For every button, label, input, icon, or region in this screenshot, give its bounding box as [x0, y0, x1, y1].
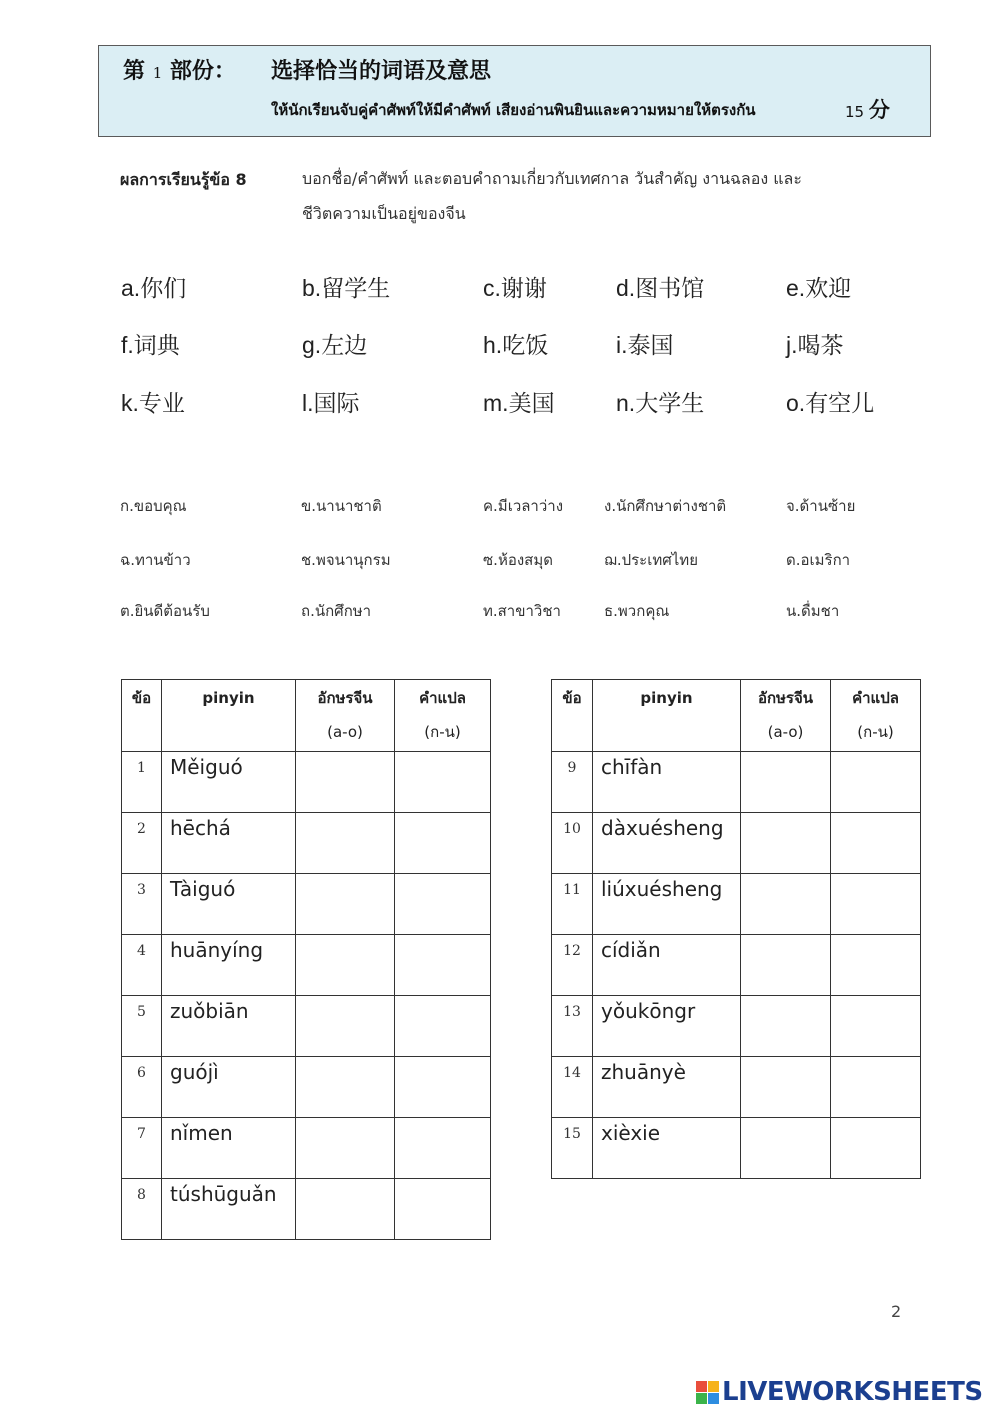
- row-number: 1: [122, 752, 162, 813]
- row-pinyin: nǐmen: [162, 1118, 296, 1179]
- table-row: [122, 874, 491, 935]
- row-number: 9: [552, 752, 593, 813]
- row-number: 7: [122, 1118, 162, 1179]
- part-label: 第 1 部份：: [123, 58, 236, 84]
- meaning-answer-cell[interactable]: [831, 1118, 921, 1179]
- thai-meaning-item: ธ.พวกคุณ: [604, 602, 670, 620]
- thai-meaning-item: จ.ด้านซ้าย: [786, 497, 856, 515]
- meaning-answer-cell[interactable]: [395, 752, 491, 813]
- header-chinese: อักษรจีน (a-o): [296, 680, 395, 752]
- chinese-answer-cell[interactable]: [296, 752, 395, 813]
- thai-meaning-item: ข.นานาชาติ: [301, 497, 382, 515]
- chinese-word-item: i.泰国: [616, 332, 674, 359]
- chinese-answer-cell[interactable]: [296, 874, 395, 935]
- chinese-answer-cell[interactable]: [741, 1118, 831, 1179]
- row-pinyin: Měiguó: [162, 752, 296, 813]
- chinese-answer-cell[interactable]: [741, 752, 831, 813]
- row-number: 4: [122, 935, 162, 996]
- header-no: ข้อ: [122, 680, 162, 752]
- table-header-row: [122, 680, 491, 752]
- meaning-answer-cell[interactable]: [395, 1179, 491, 1240]
- table-row: [122, 1118, 491, 1179]
- row-pinyin: xièxie: [593, 1118, 741, 1179]
- thai-meaning-item: น.ดื่มชา: [786, 602, 840, 620]
- table-row: [552, 996, 921, 1057]
- chinese-answer-cell[interactable]: [296, 1057, 395, 1118]
- page-number: 2: [891, 1302, 902, 1321]
- section-header: [98, 45, 931, 137]
- chinese-word-item: e.欢迎: [786, 275, 852, 302]
- thai-meaning-item: ง.นักศึกษาต่างชาติ: [604, 497, 727, 515]
- chinese-word-item: f.词典: [121, 332, 180, 359]
- row-pinyin: huānyíng: [162, 935, 296, 996]
- row-pinyin: Tàiguó: [162, 874, 296, 935]
- table-row: [122, 1179, 491, 1240]
- row-number: 6: [122, 1057, 162, 1118]
- meaning-answer-cell[interactable]: [395, 996, 491, 1057]
- row-number: 3: [122, 874, 162, 935]
- header-meaning: คำแปล (ก-น): [395, 680, 491, 752]
- learning-outcome-label: ผลการเรียนรู้ข้อ 8: [120, 170, 247, 189]
- row-pinyin: guójì: [162, 1057, 296, 1118]
- header-pinyin: pinyin: [162, 680, 296, 752]
- table-row: [552, 935, 921, 996]
- chinese-word-item: m.美国: [483, 390, 555, 417]
- chinese-answer-cell[interactable]: [741, 813, 831, 874]
- chinese-answer-cell[interactable]: [296, 1118, 395, 1179]
- meaning-answer-cell[interactable]: [395, 813, 491, 874]
- chinese-answer-cell[interactable]: [741, 996, 831, 1057]
- thai-meaning-item: ท.สาขาวิชา: [483, 602, 561, 620]
- chinese-answer-cell[interactable]: [296, 1179, 395, 1240]
- meaning-answer-cell[interactable]: [395, 935, 491, 996]
- row-pinyin: cídiǎn: [593, 935, 741, 996]
- row-pinyin: hēchá: [162, 813, 296, 874]
- row-pinyin: chīfàn: [593, 752, 741, 813]
- table-row: [122, 996, 491, 1057]
- meaning-answer-cell[interactable]: [831, 935, 921, 996]
- chinese-word-item: j.喝茶: [786, 332, 844, 359]
- row-number: 10: [552, 813, 593, 874]
- row-number: 2: [122, 813, 162, 874]
- chinese-word-item: c.谢谢: [483, 275, 547, 302]
- row-pinyin: zhuānyè: [593, 1057, 741, 1118]
- chinese-word-item: a.你们: [121, 275, 187, 302]
- thai-meaning-item: ฌ.ประเทศไทย: [604, 551, 698, 569]
- thai-meaning-item: ช.พจนานุกรม: [301, 551, 391, 569]
- thai-meaning-item: ฉ.ทานข้าว: [120, 551, 191, 569]
- chinese-word-item: l.国际: [302, 390, 360, 417]
- chinese-answer-cell[interactable]: [296, 996, 395, 1057]
- chinese-word-item: o.有空儿: [786, 390, 875, 417]
- row-pinyin: yǒukōngr: [593, 996, 741, 1057]
- table-row: [122, 1057, 491, 1118]
- meaning-answer-cell[interactable]: [395, 874, 491, 935]
- meaning-answer-cell[interactable]: [831, 874, 921, 935]
- chinese-answer-cell[interactable]: [741, 1057, 831, 1118]
- meaning-answer-cell[interactable]: [831, 752, 921, 813]
- chinese-word-item: g.左边: [302, 332, 368, 359]
- instruction-text: ให้นักเรียนจับคู่คำศัพท์ให้มีคำศัพท์ เสียงอ่านพินยินและความหมายให้ตรงกัน: [271, 101, 756, 119]
- row-pinyin: dàxuésheng: [593, 813, 741, 874]
- table-header-row: [552, 680, 921, 752]
- row-number: 5: [122, 996, 162, 1057]
- meaning-answer-cell[interactable]: [395, 1057, 491, 1118]
- thai-meaning-item: ก.ขอบคุณ: [120, 497, 187, 515]
- row-number: 15: [552, 1118, 593, 1179]
- chinese-word-item: b.留学生: [302, 275, 391, 302]
- header-pinyin: pinyin: [593, 680, 741, 752]
- header-chinese: อักษรจีน (a-o): [741, 680, 831, 752]
- table-row: [122, 752, 491, 813]
- row-number: 14: [552, 1057, 593, 1118]
- table-row: [552, 752, 921, 813]
- thai-meaning-item: ค.มีเวลาว่าง: [483, 497, 564, 515]
- answer-table-right: [551, 679, 921, 1179]
- meaning-answer-cell[interactable]: [395, 1118, 491, 1179]
- header-no: ข้อ: [552, 680, 593, 752]
- logo-blocks-icon: [696, 1381, 719, 1404]
- chinese-word-item: k.专业: [121, 390, 185, 417]
- chinese-word-item: d.图书馆: [616, 275, 705, 302]
- chinese-word-item: h.吃饭: [483, 332, 549, 359]
- learning-outcome-text: บอกชื่อ/คำศัพท์ และตอบคำถามเกี่ยวกับเทศกาล วันสำคัญ งานฉลอง และ ชีวิตความเป็นอยู่ของจีน: [302, 169, 802, 223]
- header-meaning: คำแปล (ก-น): [831, 680, 921, 752]
- meaning-answer-cell[interactable]: [831, 1057, 921, 1118]
- thai-meaning-item: ถ.นักศึกษา: [301, 602, 372, 620]
- thai-meaning-item: ต.ยินดีต้อนรับ: [120, 602, 210, 620]
- chinese-answer-cell[interactable]: [296, 813, 395, 874]
- table-row: [552, 874, 921, 935]
- table-row: [552, 813, 921, 874]
- chinese-answer-cell[interactable]: [296, 935, 395, 996]
- chinese-answer-cell[interactable]: [741, 935, 831, 996]
- row-number: 12: [552, 935, 593, 996]
- table-row: [122, 813, 491, 874]
- table-row: [552, 1057, 921, 1118]
- thai-meaning-item: ซ.ห้องสมุด: [483, 551, 553, 569]
- meaning-answer-cell[interactable]: [831, 996, 921, 1057]
- section-title: 选择恰当的词语及意思: [271, 58, 492, 84]
- chinese-word-item: n.大学生: [616, 390, 705, 417]
- row-pinyin: liúxuésheng: [593, 874, 741, 935]
- meaning-answer-cell[interactable]: [831, 813, 921, 874]
- answer-table-left: [121, 679, 491, 1240]
- thai-meaning-item: ด.อเมริกา: [786, 551, 851, 569]
- table-row: [552, 1118, 921, 1179]
- row-pinyin: túshūguǎn: [162, 1179, 296, 1240]
- chinese-answer-cell[interactable]: [741, 874, 831, 935]
- row-number: 8: [122, 1179, 162, 1240]
- row-pinyin: zuǒbiān: [162, 996, 296, 1057]
- liveworksheets-logo: LIVEWORKSHEETS: [696, 1377, 983, 1407]
- points-label: 15 分: [845, 97, 890, 122]
- row-number: 13: [552, 996, 593, 1057]
- table-row: [122, 935, 491, 996]
- row-number: 11: [552, 874, 593, 935]
